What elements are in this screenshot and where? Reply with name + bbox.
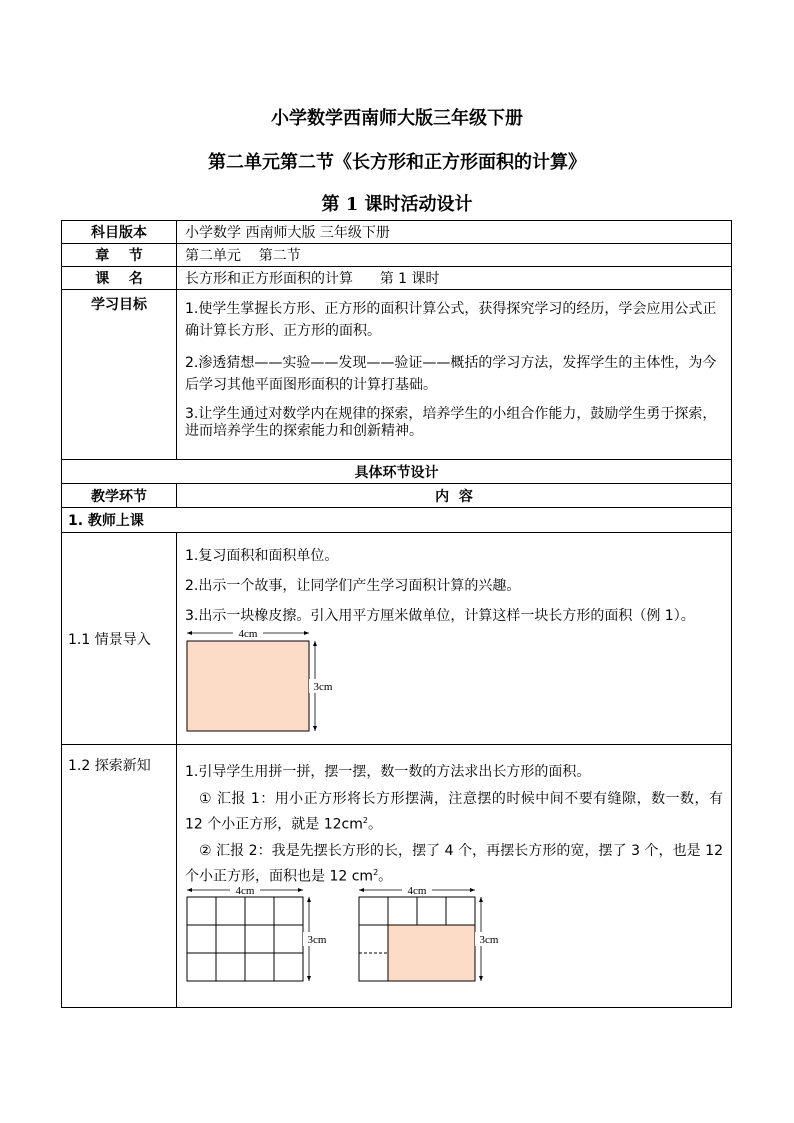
lesson-label: 课 名 (62, 267, 177, 290)
height-label: 3cm (313, 681, 333, 693)
subject-value: 小学数学 西南师大版 三年级下册 (177, 221, 732, 244)
goal-item: 2.渗透猜想——实验——发现——验证——概括的学习方法，发挥学生的主体性，为今后学习其他平面图形面积的计算打基础。 (185, 355, 717, 393)
grid-figure (185, 885, 345, 985)
report-1: ① 汇报 1：用小正方形将长方形摆满，注意摆的时候中间不要有缝隙，数一数，有 12 个小正方形，就是 $12cm^2$。 (185, 791, 723, 833)
width-label: 4cm (238, 628, 258, 640)
part1-label: 1.1 情景导入 (62, 533, 177, 745)
height-label: 3cm (479, 934, 499, 946)
row-part2 (62, 745, 732, 1008)
row-design-header (62, 460, 732, 484)
design-table (61, 220, 732, 1008)
height-label: 3cm (307, 934, 327, 946)
lesson-value: 长方形和正方形面积的计算 第 1 课时 (177, 267, 732, 290)
step-line: 1.复习面积和面积单位。 (185, 548, 339, 564)
column-step: 教学环节 (62, 484, 177, 508)
rectangle-shape (187, 641, 309, 731)
doc-title: 小学数学西南师大版三年级下册 (271, 108, 523, 129)
lesson-title: 第 1 课时活动设计 (321, 194, 473, 215)
filled-area (388, 925, 475, 981)
chapter-label: 章 节 (62, 244, 177, 267)
design-header: 具体环节设计 (62, 460, 732, 484)
part2-label: 1.2 探索新知 (62, 745, 177, 1008)
partial-grid-figure (357, 885, 517, 985)
row-part1 (62, 533, 732, 745)
row-column-headers (62, 484, 732, 508)
step-line: 1.引导学生用拼一拼，摆一摆，数一数的方法求出长方形的面积。 (185, 764, 591, 780)
rectangle-figure-1 (185, 627, 345, 737)
section-title: 1. 教师上课 (62, 508, 732, 533)
step-line: 2.出示一个故事，让同学们产生学习面积计算的兴趣。 (185, 578, 521, 594)
row-subject (62, 221, 732, 244)
width-label: 4cm (407, 885, 427, 897)
row-chapter (62, 244, 732, 267)
chapter-value: 第二单元 第二节 (177, 244, 732, 267)
goal-item: 1.使学生掌握长方形、正方形的面积计算公式，获得探究学习的经历，学会应用公式正确计算长方形、正方形的面积。 (185, 301, 717, 339)
row-section1 (62, 508, 732, 533)
row-lesson (62, 267, 732, 290)
step-line: 3.出示一块橡皮擦。引入用平方厘米做单位，计算这样一块长方形的面积（例 1）。 (185, 608, 695, 624)
goals-label: 学习目标 (62, 290, 177, 460)
column-content: 内 容 (177, 484, 732, 508)
subject-label: 科目版本 (62, 221, 177, 244)
row-goals (62, 290, 732, 460)
doc-subtitle: 第二单元第二节《长方形和正方形面积的计算》 (208, 152, 586, 173)
report-2: ② 汇报 2：我是先摆长方形的长，摆了 4 个，再摆长方形的宽，摆了 3 个，也是 12 个小正方形，面积也是 12 $cm^2$。 (185, 843, 723, 885)
goal-item: 3.让学生通过对数学内在规律的探索，培养学生的小组合作能力，鼓励学生勇于探索，进而培养学生的探索能力和创新精神。 (185, 406, 717, 439)
width-label: 4cm (235, 885, 255, 897)
